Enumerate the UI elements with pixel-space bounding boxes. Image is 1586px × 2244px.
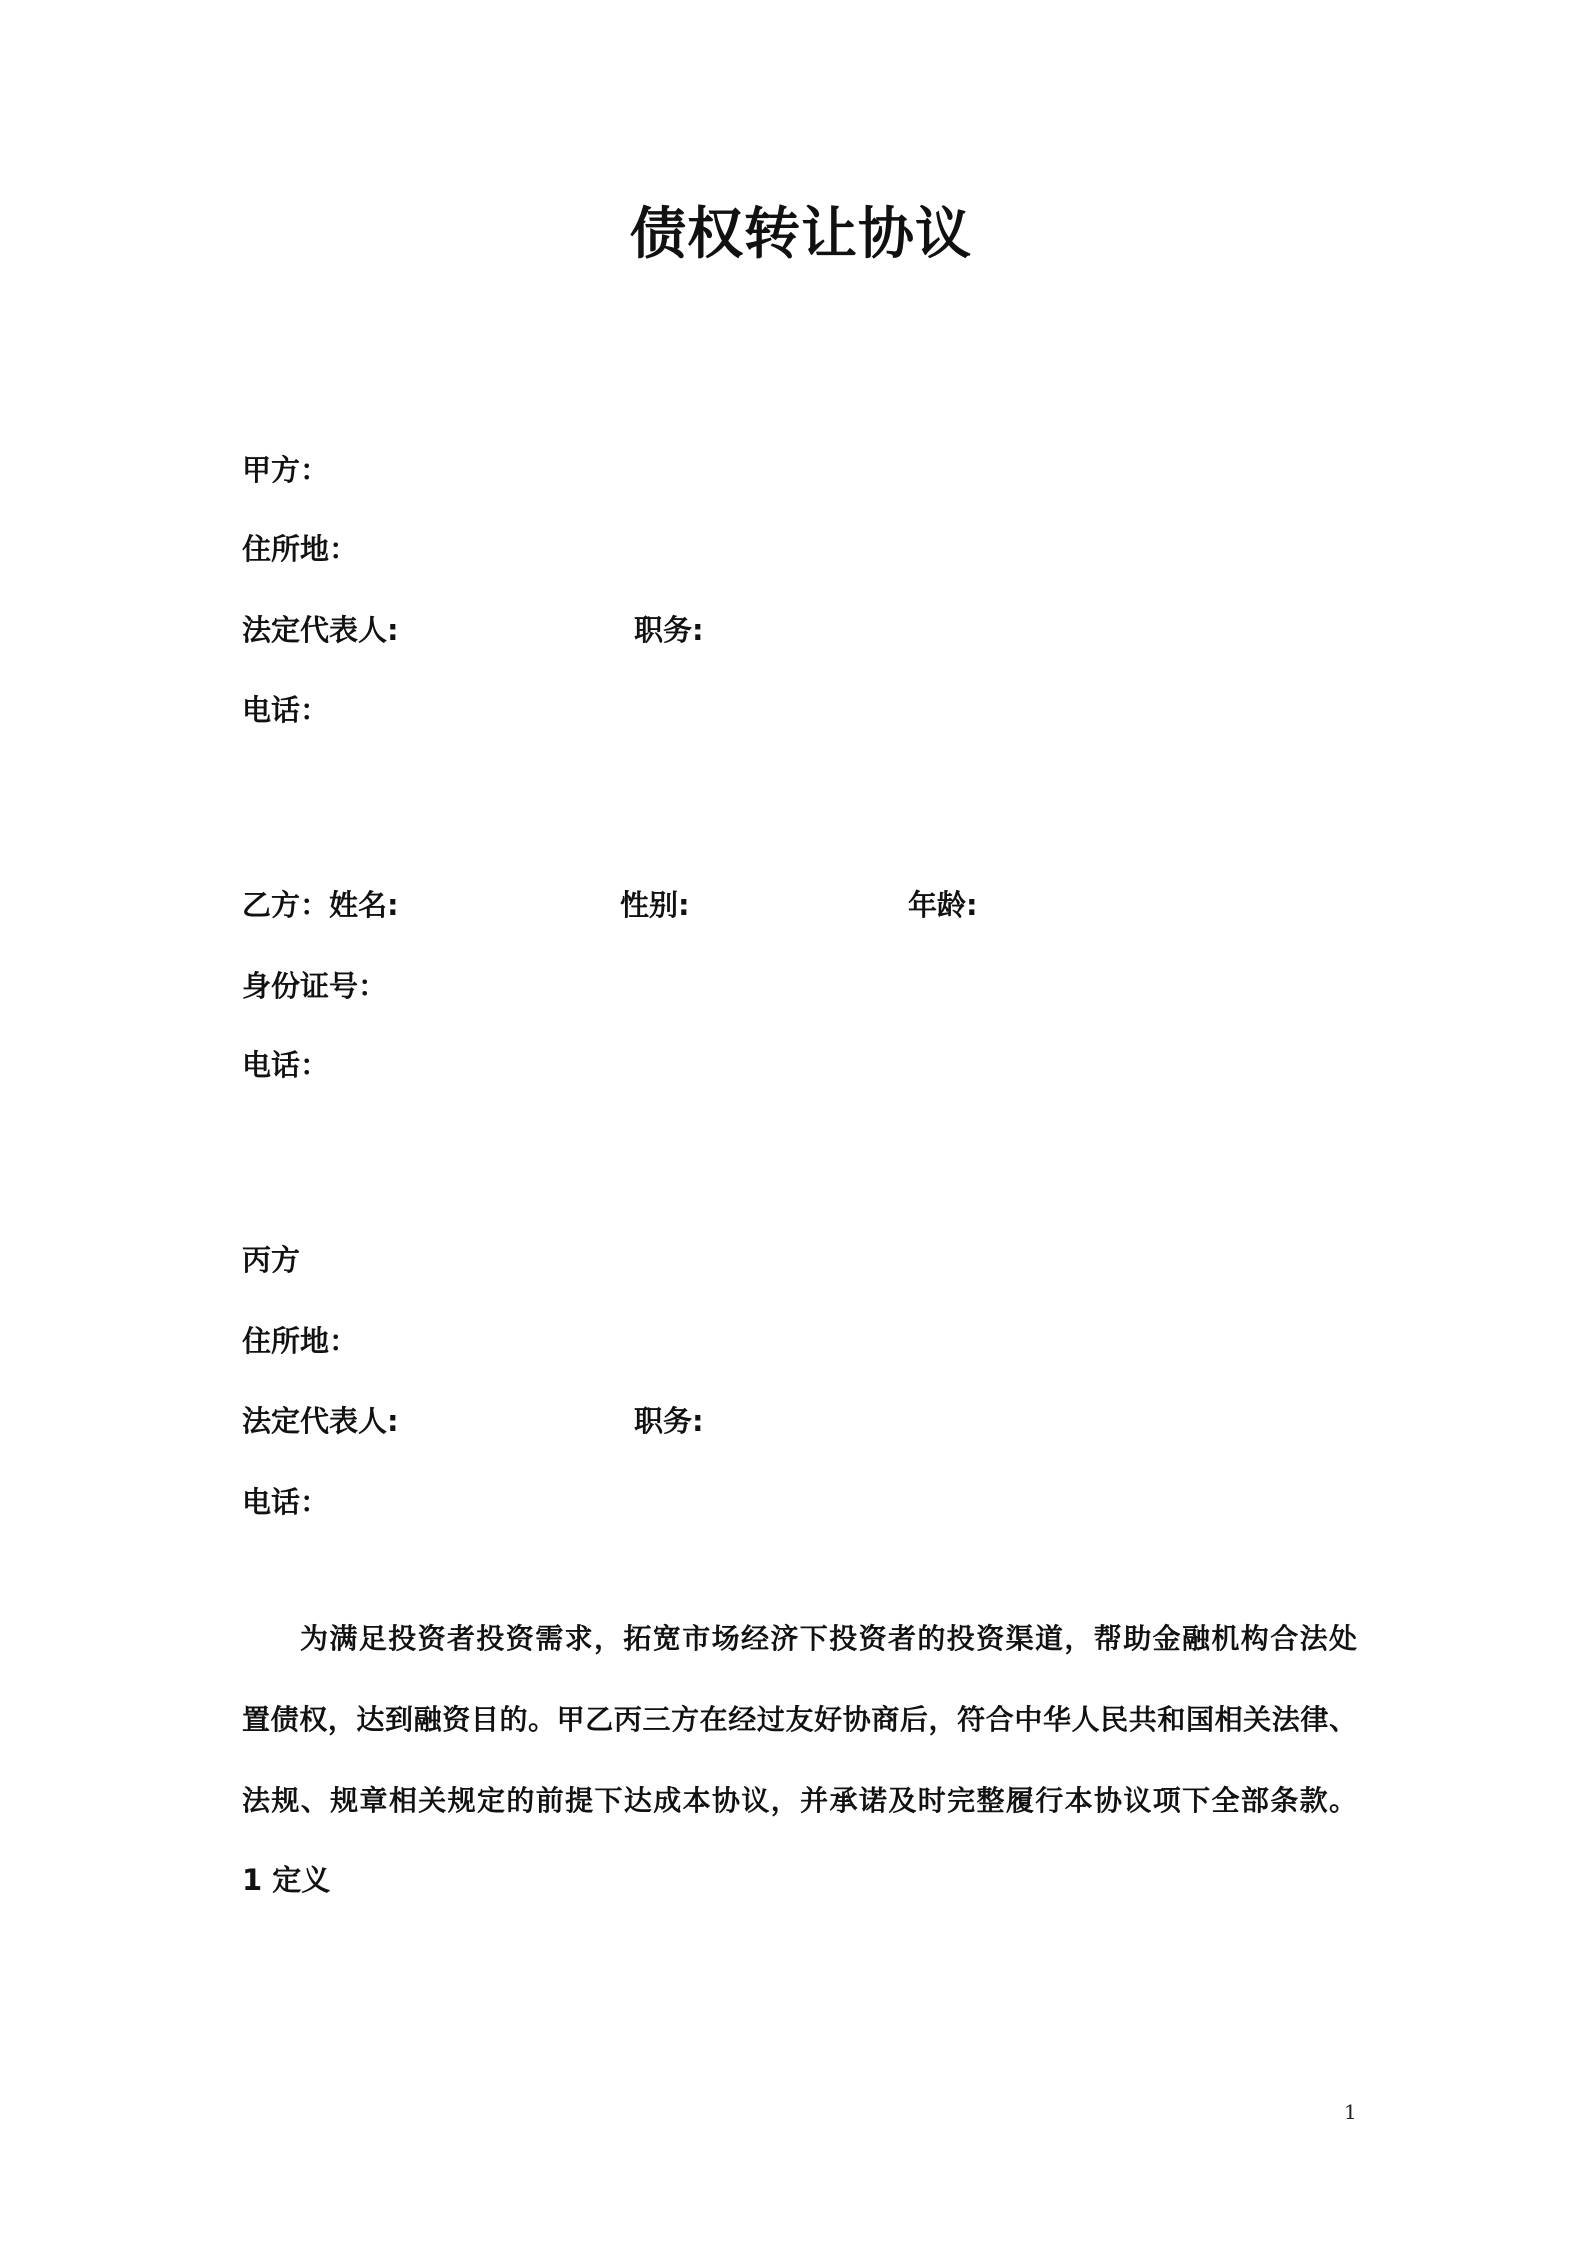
party-a-position-label: 职务: <box>634 613 704 647</box>
party-b-name-label: 乙方：姓名: <box>242 888 399 922</box>
page-number: 1 <box>1344 2100 1357 2124</box>
preamble-paragraph <box>242 1598 1357 1841</box>
party-a-address-label: 住所地： <box>242 532 359 566</box>
party-c-legal-rep-label: 法定代表人: <box>242 1404 399 1438</box>
preamble-line: 置债权，达到融资目的。甲乙丙三方在经过友好协商后，符合中华人民共和国相关法律、 <box>242 1703 1357 1736</box>
party-c-label: 丙方 <box>242 1243 301 1277</box>
party-c-phone-label: 电话： <box>242 1485 330 1519</box>
preamble-line: 为满足投资者投资需求，拓宽市场经济下投资者的投资渠道，帮助金融机构合法处 <box>300 1622 1357 1655</box>
party-a-label: 甲方： <box>242 453 330 487</box>
party-b-phone-label: 电话： <box>242 1048 330 1082</box>
party-b-id-number-label: 身份证号： <box>242 969 388 1003</box>
party-a-phone-label: 电话： <box>242 693 330 727</box>
party-c-position-label: 职务: <box>634 1404 704 1438</box>
section-heading-definitions: 1 定义 <box>242 1863 331 1897</box>
preamble-line: 法规、规章相关规定的前提下达成本协议，并承诺及时完整履行本协议项下全部条款。 <box>242 1784 1357 1817</box>
party-c-address-label: 住所地： <box>242 1324 359 1358</box>
party-a-legal-rep-label: 法定代表人: <box>242 613 399 647</box>
party-b-age-label: 年龄: <box>908 888 978 922</box>
document-title: 债权转让协议 <box>630 202 972 267</box>
party-b-gender-label: 性别: <box>620 888 690 922</box>
